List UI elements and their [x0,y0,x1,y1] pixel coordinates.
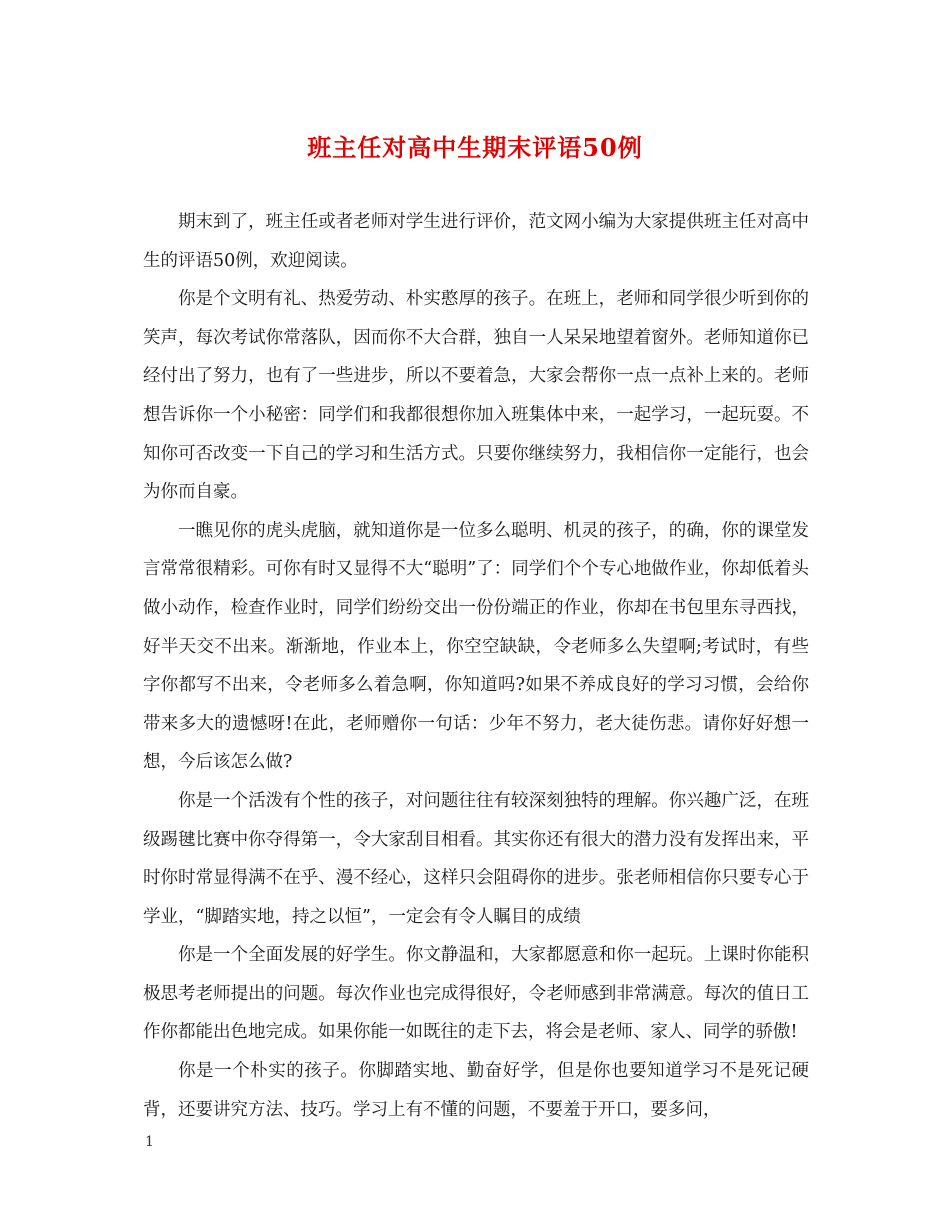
paragraph-comment-3: 你是一个活泼有个性的孩子，对问题往往有较深刻独特的理解。你兴趣广泛，在班级踢毽比赛中你夺得第一，令大家刮目相看。其实你还有很大的潜力没有发挥出来，平时你时常显得满不在乎、漫不经心，这样只会阻碍你的进步。张老师相信你只要专心于学业，“脚踏实地，持之以恒”，一定会有令人瞩目的成绩 [143,790,809,927]
paragraph-intro: 期末到了，班主任或者老师对学生进行评价，范文网小编为大家提供班主任对高中生的评语50例，欢迎阅读。 [143,212,809,271]
document-body [143,203,809,1129]
page-number: 1 [145,1134,154,1150]
paragraph-comment-2: 一瞧见你的虎头虎脑，就知道你是一位多么聪明、机灵的孩子，的确，你的课堂发言常常很精彩。可你有时又显得不大“聪明”了：同学们个个专心地做作业，你却低着头做小动作，检查作业时，同学们纷纷交出一份份端正的作业，你却在书包里东寻西找，好半天交不出来。渐渐地，作业本上，你空空缺缺，令老师多么失望啊;考试时，有些字你都写不出来，令老师多么着急啊，你知道吗?如果不养成良好的学习习惯，会给你带来多大的遗憾呀!在此，老师赠你一句话：少年不努力，老大徒伤悲。请你好好想一想，今后该怎么做? [143,520,809,773]
document-title: 班主任对高中生期末评语50例 [307,133,643,162]
paragraph-comment-4: 你是一个全面发展的好学生。你文静温和，大家都愿意和你一起玩。上课时你能积极思考老师提出的问题。每次作业也完成得很好，令老师感到非常满意。每次的值日工作你都能出色地完成。如果你能一如既往的走下去，将会是老师、家人、同学的骄傲! [143,945,809,1043]
paragraph-comment-1: 你是个文明有礼、热爱劳动、朴实憨厚的孩子。在班上，老师和同学很少听到你的笑声，每次考试你常落队，因而你不大合群，独自一人呆呆地望着窗外。老师知道你已经付出了努力，也有了一些进步，所以不要着急，大家会帮你一点一点补上来的。老师想告诉你一个小秘密：同学们和我都很想你加入班集体中来，一起学习，一起玩耍。不知你可否改变一下自己的学习和生活方式。只要你继续努力，我相信你一定能行，也会为你而自豪。 [143,289,809,503]
paragraph-comment-5: 你是一个朴实的孩子。你脚踏实地、勤奋好学，但是你也要知道学习不是死记硬背，还要讲究方法、技巧。学习上有不懂的问题，不要羞于开口，要多问， [143,1061,809,1120]
